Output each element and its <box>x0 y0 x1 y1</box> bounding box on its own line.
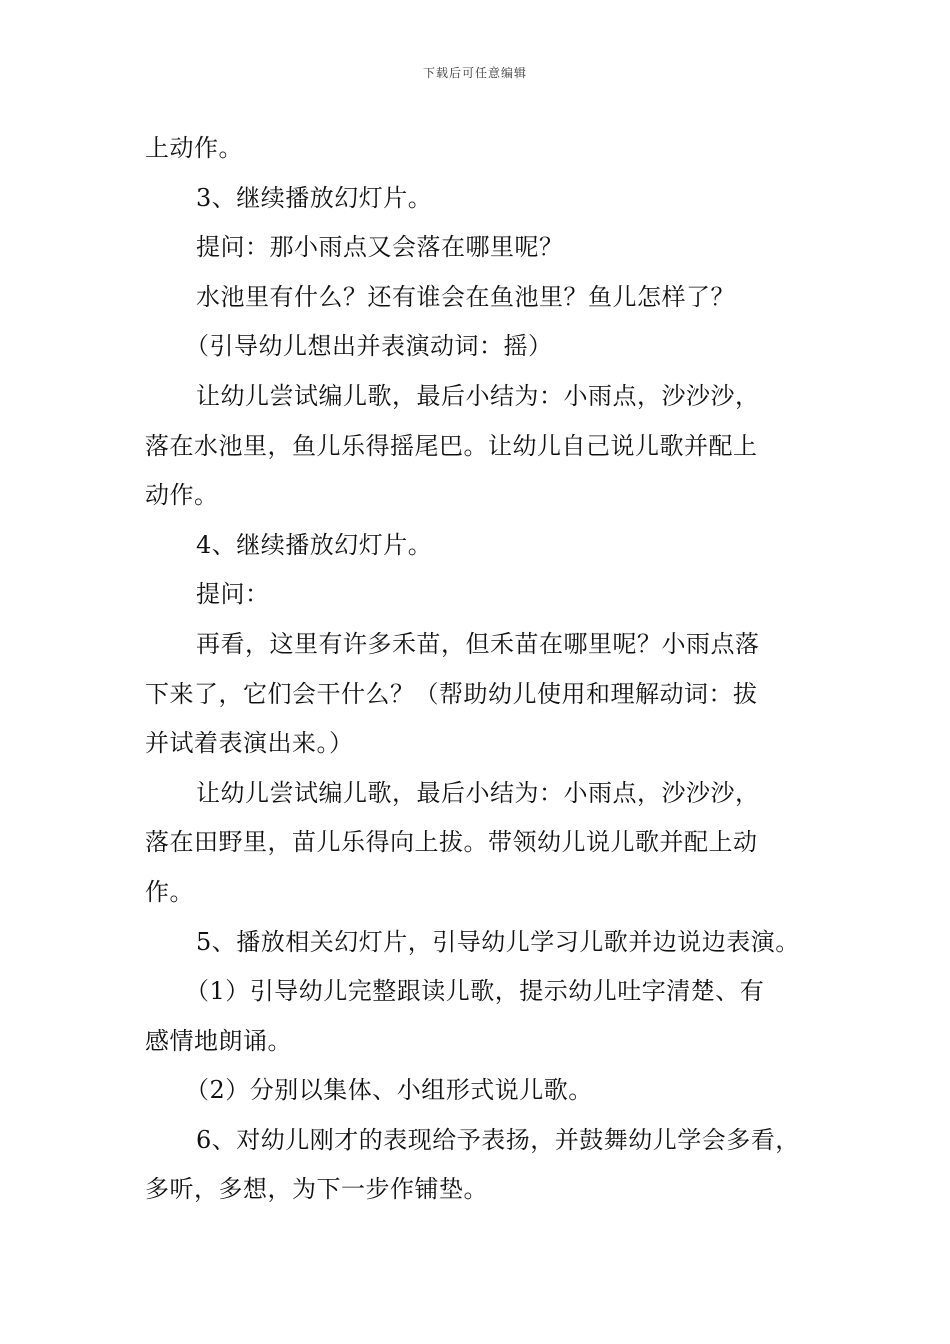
page-header: 下载后可任意编辑 <box>422 66 527 80</box>
text-line: 并试着表演出来。） <box>145 729 354 758</box>
text-line: 让幼儿尝试编儿歌，最后小结为：小雨点，沙沙沙， <box>196 778 760 807</box>
text-line: 落在田野里，苗儿乐得向上拔。带领幼儿说儿歌并配上动 <box>145 828 758 857</box>
text-line: 下来了，它们会干什么？（帮助幼儿使用和理解动词：拔 <box>145 679 758 708</box>
text-line: 作。 <box>145 877 194 906</box>
text-line: 3、继续播放幻灯片。 <box>196 183 433 212</box>
text-line: 再看，这里有许多禾苗，但禾苗在哪里呢？小雨点落 <box>196 629 760 658</box>
text-line: （1）引导幼儿完整跟读儿歌，提示幼儿吐字清楚、有 <box>185 977 765 1006</box>
text-line: 提问： <box>196 580 270 609</box>
text-line: 感情地朗诵。 <box>145 1026 292 1055</box>
text-line: 落在水池里，鱼儿乐得摇尾巴。让幼儿自己说儿歌并配上 <box>145 431 758 460</box>
text-line: 动作。 <box>145 481 219 510</box>
text-line: 4、继续播放幻灯片。 <box>196 530 433 559</box>
text-line: 多听，多想，为下一步作铺垫。 <box>145 1175 488 1204</box>
text-line: 上动作。 <box>145 134 243 162</box>
text-line: 水池里有什么？还有谁会在鱼池里？鱼儿怎样了？ <box>196 282 735 311</box>
text-line: 让幼儿尝试编儿歌，最后小结为：小雨点，沙沙沙， <box>196 381 760 410</box>
document-body <box>145 124 810 1215</box>
text-line: （引导幼儿想出并表演动词：摇） <box>185 332 553 361</box>
text-line: 6、对幼儿刚才的表现给予表扬，并鼓舞幼儿学会多看， <box>196 1125 800 1154</box>
text-line: 提问：那小雨点又会落在哪里呢？ <box>196 233 564 262</box>
text-line: 5、播放相关幻灯片，引导幼儿学习儿歌并边说边表演。 <box>196 927 800 956</box>
text-line: （2）分别以集体、小组形式说儿歌。 <box>185 1076 593 1105</box>
